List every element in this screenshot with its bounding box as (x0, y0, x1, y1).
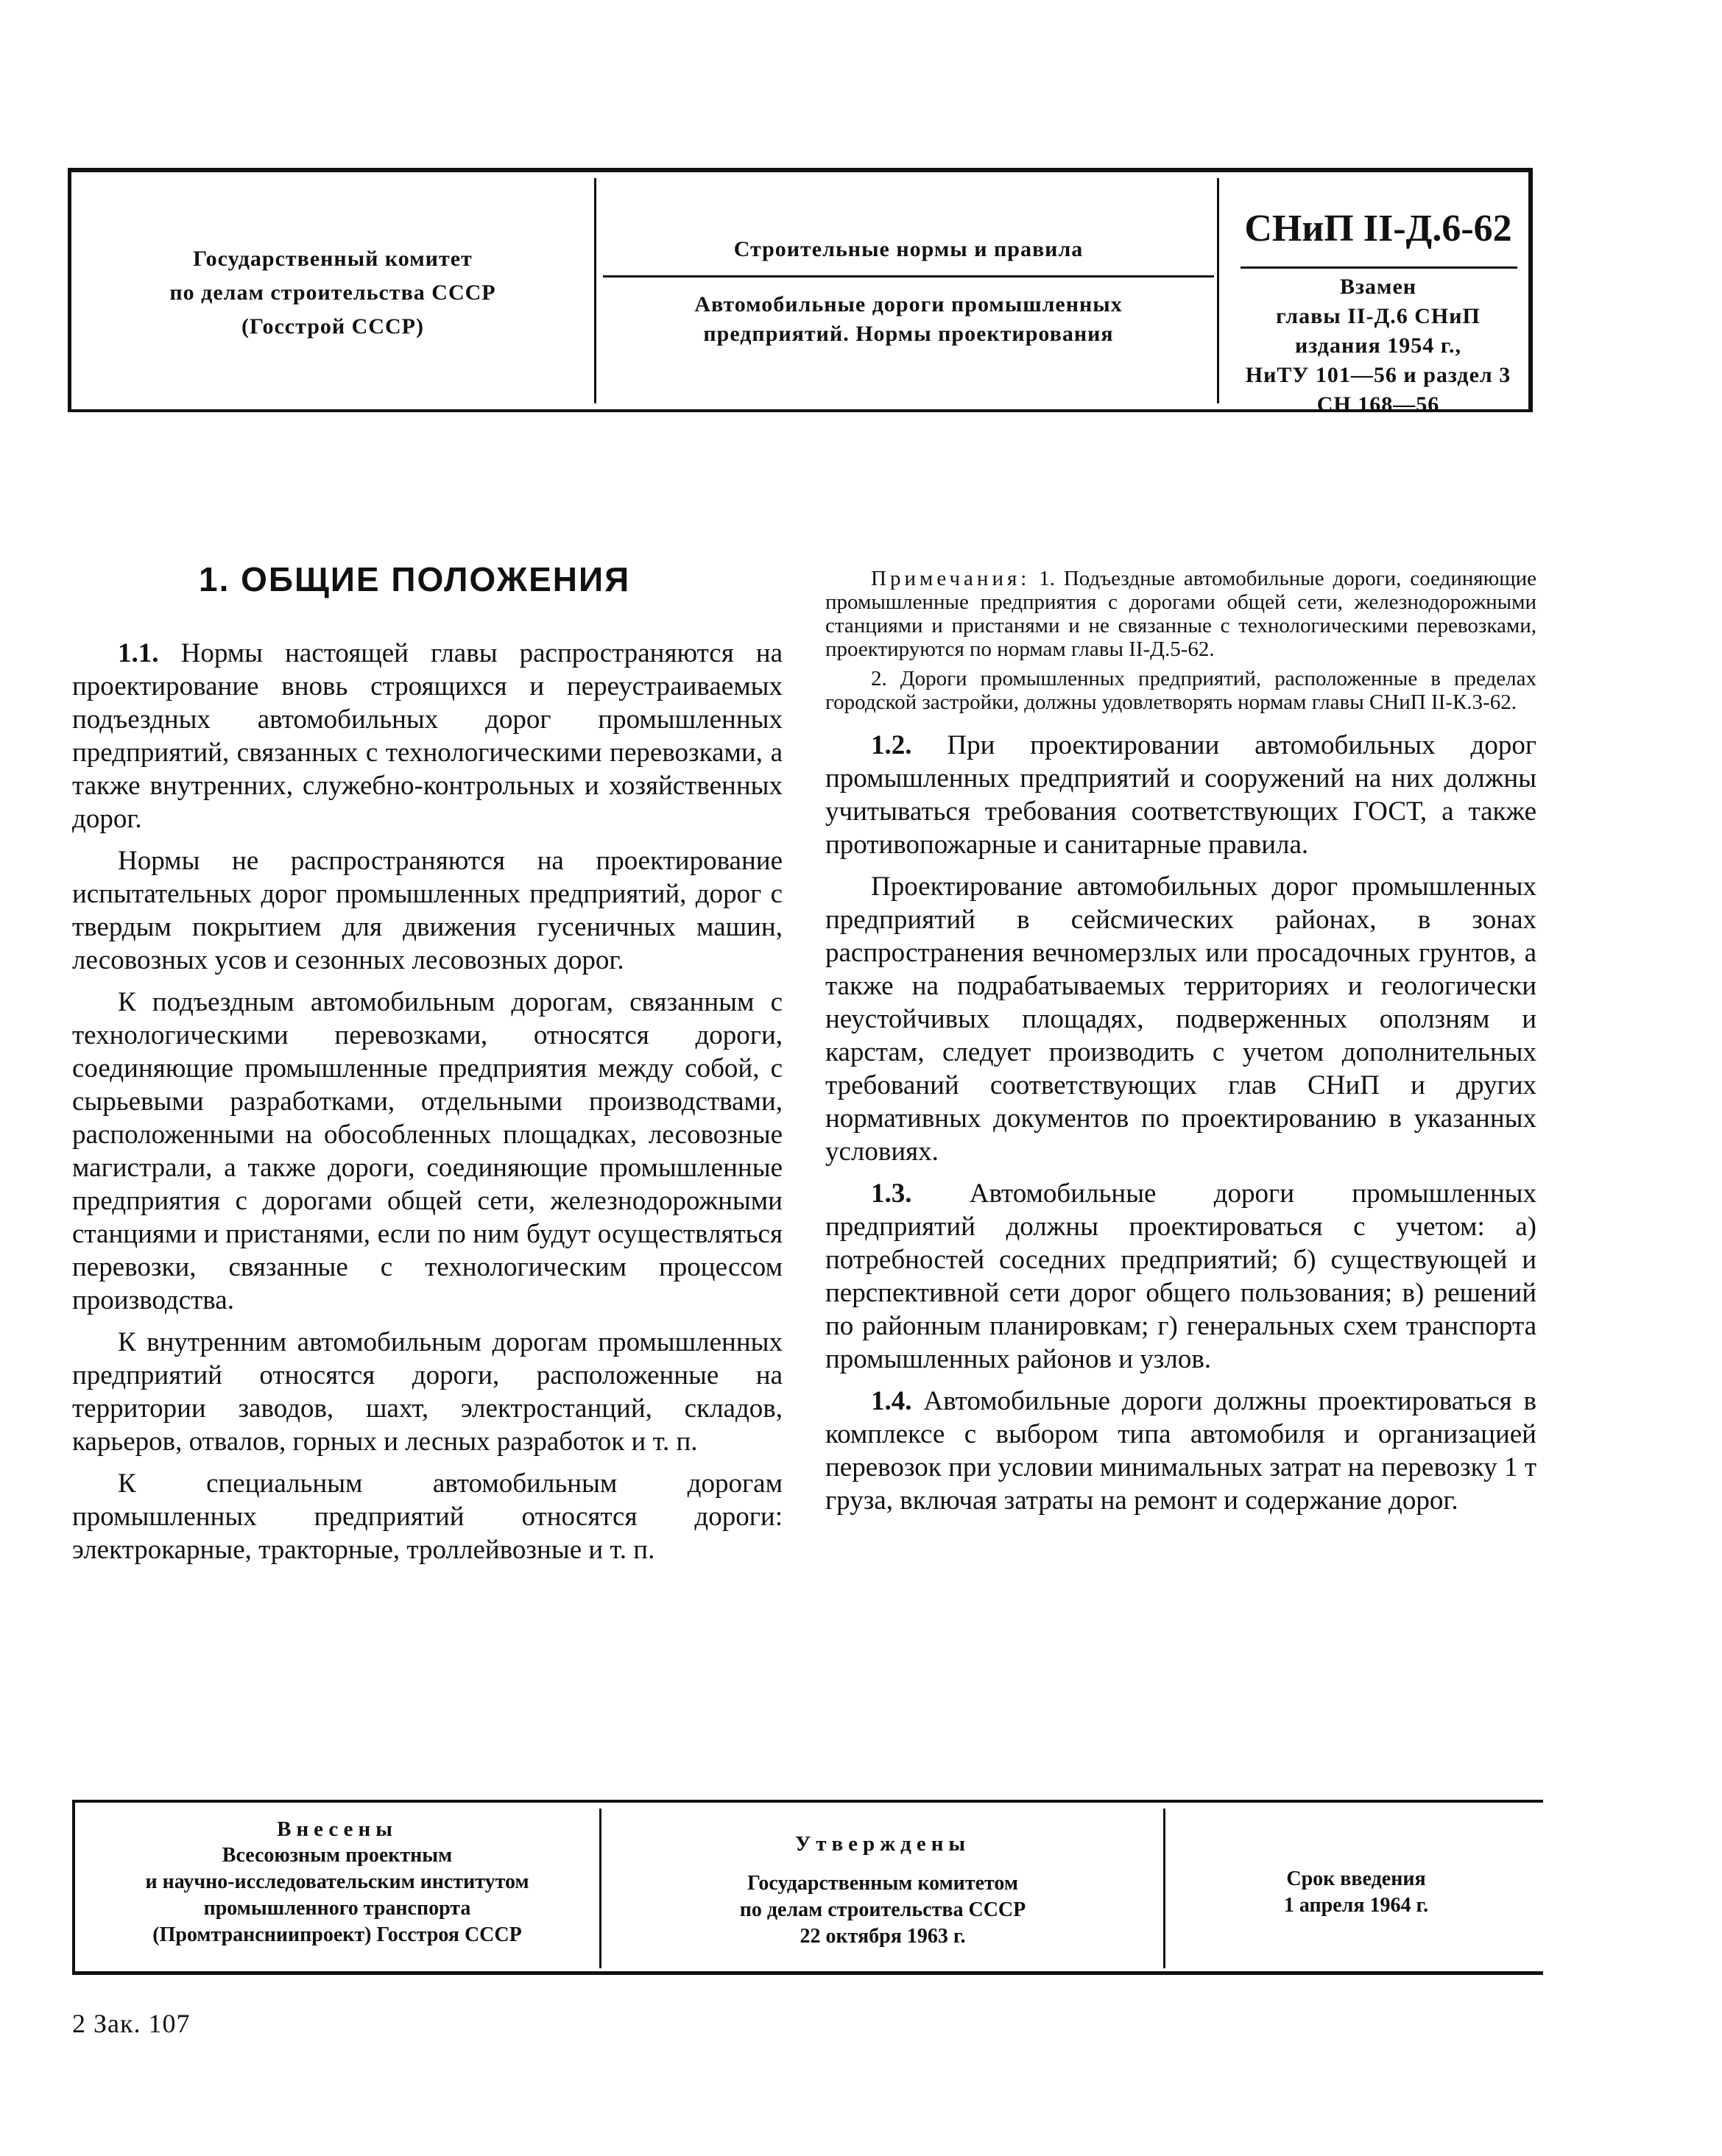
submitted-heading: Внесены (277, 1817, 398, 1841)
notes-label: Примечания: (871, 567, 1031, 590)
submitted-line-2: и научно-исследовательским институтом (145, 1870, 529, 1893)
issuing-authority-line-1: Государственный комитет (193, 247, 473, 271)
document-subject-line-1: Автомобильные дороги промышленных (694, 292, 1123, 317)
paragraph-number: 1.1. (118, 638, 159, 668)
notes-block (825, 567, 1536, 714)
effective-date: 1 апреля 1964 г. (1283, 1894, 1429, 1917)
submitted-by (75, 1816, 599, 1948)
approved-by (602, 1831, 1163, 1950)
paragraph-number: 1.2. (871, 730, 912, 760)
replaces-line-3: издания 1954 г., (1294, 333, 1461, 358)
paragraph-1-1 (72, 637, 783, 835)
issuing-authority-line-2: по делам строительства СССР (169, 280, 496, 305)
paragraph-text: Автомобильные дороги промышленных предприятий должны проектироваться с учетом: а) потребностей соседних предприятий; б) существующей и перспективной сети дорог общего пользования; в) решений по районным планировкам; г) генеральных схем транспорта промышленных районов и узлов. (825, 1178, 1537, 1374)
header-middle-rule (603, 275, 1214, 278)
approved-heading: Утверждены (794, 1832, 971, 1856)
document-type: Строительные нормы и правила (733, 237, 1084, 261)
paragraph-number: 1.4. (871, 1386, 912, 1416)
issuing-authority (71, 242, 594, 344)
approved-line-2: по делам строительства СССР (739, 1898, 1026, 1921)
paragraph-1-4 (825, 1385, 1536, 1517)
issuing-authority-line-3: (Госстрой СССР) (241, 314, 424, 339)
paragraph: Проектирование автомобильных дорог промышленных предприятий в сейсмических районах, в зонах распространения вечномерзлых или просадочных грунтов, а также на подрабатываемых территориях и геологически неустойчивых площадях, подверженных оползням и карстам, следует производить с учетом дополнительных требований соответствующих глав СНиП и других нормативных документов по проектированию в указанных условиях. (825, 872, 1536, 1167)
header-table (68, 168, 1533, 417)
replaces-line-2: главы II-Д.6 СНиП (1276, 304, 1481, 328)
paragraph-text: При проектировании автомобильных дорог промышленных предприятий и сооружений на них должны учитываться требования соответствующих ГОСТ, а также противопожарные и санитарные правила. (825, 730, 1536, 860)
document-code: СНиП II-Д.6-62 (1244, 208, 1512, 250)
paragraph-1-3 (825, 1177, 1536, 1376)
replaces-line-1: Взамен (1339, 275, 1417, 299)
submitted-line-1: Всесоюзным проектным (222, 1844, 453, 1867)
paragraph-number: 1.3. (871, 1178, 912, 1209)
document-subject (600, 290, 1217, 349)
submitted-line-4: (Промтрансниипроект) Госстроя СССР (152, 1923, 522, 1946)
header-divider-1 (594, 178, 596, 403)
left-column (72, 637, 783, 1575)
paragraph-text: Автомобильные дороги должны проектироваться в комплексе с выбором типа автомобиля и организацией перевозок при условии минимальных затрат на перевозку 1 т груза, включая затраты на ремонт и содержание дорог. (825, 1386, 1536, 1516)
footer-divider-1 (599, 1809, 601, 1968)
note-2: 2. Дороги промышленных предприятий, расположенные в пределах городской застройки, должны удовлетворять нормам главы СНиП II-К.3-62. (825, 667, 1536, 714)
footer-divider-2 (1163, 1809, 1165, 1968)
note-1 (825, 567, 1536, 661)
document-subject-line-2: предприятий. Нормы проектирования (703, 322, 1114, 346)
approved-date: 22 октября 1963 г. (800, 1925, 966, 1948)
note-1-text: 1. Подъездные автомобильные дороги, соединяющие промышленные предприятия с дорогами общей сети, железнодорожными станциями и пристанями и не связанные с технологическими перевозками, проектируются по нормам главы II-Д.5-62. (825, 567, 1536, 661)
replaces-line-4: НиТУ 101—56 и раздел 3 (1245, 363, 1511, 387)
print-order-note: 2 Зак. 107 (72, 2009, 191, 2038)
paragraph-text: Нормы настоящей главы распространяются на проектирование вновь строящихся и переустраиваемых подъездных автомобильных дорог промышленных предприятий, связанных с технологическими перевозками, а также внутренних, служебно-контрольных и хозяйственных дорог. (72, 638, 783, 834)
paragraph: К специальным автомобильным дорогам промышленных предприятий относятся дороги: электрокарные, тракторные, троллейвозные и т. п. (72, 1468, 783, 1565)
paragraph: К внутренним автомобильным дорогам промышленных предприятий относятся дороги, расположенные на территории заводов, шахт, электростанций, складов, карьеров, отвалов, горных и лесных разработок и т. п. (72, 1327, 783, 1457)
replaces-line-5: СН 168—56 (1316, 392, 1440, 417)
replaces-block (1220, 272, 1536, 420)
section-title: 1. ОБЩИЕ ПОЛОЖЕНИЯ (199, 560, 631, 598)
header-divider-2 (1217, 178, 1219, 403)
effective-date-label: Срок введения (1286, 1867, 1426, 1890)
right-column (825, 567, 1536, 1526)
paragraph: Нормы не распространяются на проектирование испытательных дорог промышленных предприятий, дорог с твердым покрытием для движения гусеничных машин, лесовозных усов и сезонных лесовозных дорог. (72, 846, 783, 975)
header-right-rule (1241, 266, 1517, 269)
approved-line-1: Государственным комитетом (747, 1872, 1018, 1895)
paragraph: К подъездным автомобильным дорогам, связанным с технологическими перевозками, относятся дороги, соединяющие промышленные предприятия между собой, с сырьевыми разработками, отдельными производствами, расположенными на обособленных площадках, лесовозные магистрали, а также дороги, соединяющие промышленные предприятия с дорогами общей сети, железнодорожными станциями и пристанями, если по ним будут осуществляться перевозки, связанные с технологическим процессом производства. (72, 987, 783, 1315)
footer-table (72, 1800, 1543, 1975)
effective-date-block (1166, 1866, 1546, 1919)
paragraph-1-2 (825, 729, 1536, 861)
submitted-line-3: промышленного транспорта (203, 1897, 471, 1920)
